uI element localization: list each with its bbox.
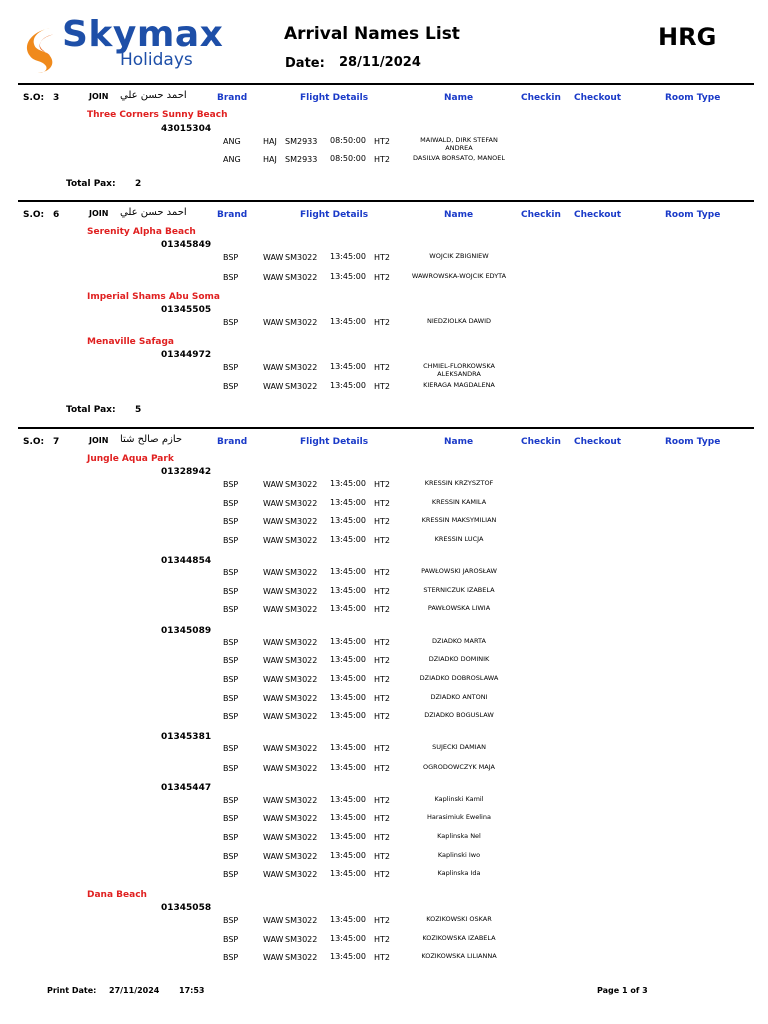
total-pax-value: 2 xyxy=(135,179,142,189)
from-airport-cell: WAW xyxy=(263,935,284,944)
guest-name-cell: WAWROWSKA-WOJCIK EDYTA xyxy=(411,272,507,280)
brand-cell: BSP xyxy=(223,694,239,703)
guest-name-cell: DZIADKO DOBROSLAWA xyxy=(419,674,499,682)
date-label: Date: xyxy=(285,56,325,71)
guest-name-cell: KRESSIN MAKSYMILIAN xyxy=(421,516,497,524)
brand-cell: BSP xyxy=(223,870,239,879)
flight-number-cell: SM3022 xyxy=(285,656,318,665)
so-label: S.O: xyxy=(23,437,45,447)
from-airport-cell: WAW xyxy=(263,499,284,508)
flight-number-cell: SM3022 xyxy=(285,764,318,773)
from-airport-cell: WAW xyxy=(263,712,284,721)
total-pax-label: Total Pax: xyxy=(66,405,116,415)
flight-number-cell: SM3022 xyxy=(285,568,318,577)
flight-time-cell: 13:45:00 xyxy=(330,252,366,261)
flight-time-cell: 13:45:00 xyxy=(330,952,366,961)
print-date-label: Print Date: xyxy=(47,986,97,995)
from-airport-cell: WAW xyxy=(263,273,284,282)
so-number: 6 xyxy=(53,210,60,220)
from-airport-cell: WAW xyxy=(263,744,284,753)
flight-time-cell: 13:45:00 xyxy=(330,813,366,822)
from-airport-cell: WAW xyxy=(263,253,284,262)
guest-name-cell: DZIADKO ANTONI xyxy=(430,693,488,701)
guest-name-cell: Kaplinski Iwo xyxy=(437,851,481,859)
so-number: 3 xyxy=(53,93,60,103)
arrival-code-cell: HT2 xyxy=(374,318,390,327)
print-time-value: 17:53 xyxy=(179,986,205,995)
page-indicator: Page 1 of 3 xyxy=(597,986,648,995)
brand-cell: BSP xyxy=(223,675,239,684)
arrival-code-cell: HT2 xyxy=(374,814,390,823)
hotel-name: Three Corners Sunny Beach xyxy=(87,110,228,120)
flight-number-cell: SM3022 xyxy=(285,273,318,282)
arrival-code-cell: HT2 xyxy=(374,712,390,721)
flight-number-cell: SM3022 xyxy=(285,814,318,823)
hotel-name: Menaville Safaga xyxy=(87,337,174,347)
brand-cell: BSP xyxy=(223,833,239,842)
brand-cell: BSP xyxy=(223,656,239,665)
brand-cell: BSP xyxy=(223,273,239,282)
join-label: JOIN xyxy=(89,436,109,445)
brand-cell: BSP xyxy=(223,382,239,391)
flight-time-cell: 13:45:00 xyxy=(330,915,366,924)
guest-name-cell: KRESSIN KRZYSZTOF xyxy=(424,479,494,487)
column-header-checkin: Checkin xyxy=(521,437,561,447)
flight-time-cell: 13:45:00 xyxy=(330,743,366,752)
flight-number-cell: SM3022 xyxy=(285,605,318,614)
flight-number-cell: SM3022 xyxy=(285,744,318,753)
flight-time-cell: 13:45:00 xyxy=(330,381,366,390)
arrival-code-cell: HT2 xyxy=(374,605,390,614)
flight-time-cell: 13:45:00 xyxy=(330,516,366,525)
column-header-checkout: Checkout xyxy=(574,437,622,447)
from-airport-cell: HAJ xyxy=(263,155,277,164)
guest-name-cell: KOZIKOWSKA LILIANNA xyxy=(421,952,497,960)
arrival-code-cell: HT2 xyxy=(374,155,390,164)
guest-name-cell: DASILVA BORSATO, MANOEL xyxy=(413,154,505,162)
column-header-brand: Brand xyxy=(217,437,248,447)
flight-time-cell: 13:45:00 xyxy=(330,535,366,544)
booking-reference: 01345849 xyxy=(161,240,212,250)
flight-time-cell: 13:45:00 xyxy=(330,498,366,507)
arrival-code-cell: HT2 xyxy=(374,694,390,703)
column-header-checkin: Checkin xyxy=(521,93,561,103)
guest-name-cell: CHMIEL-FLORKOWSKA ALEKSANDRA xyxy=(423,362,495,378)
arrival-code-cell: HT2 xyxy=(374,363,390,372)
arrival-code-cell: HT2 xyxy=(374,953,390,962)
from-airport-cell: WAW xyxy=(263,536,284,545)
from-airport-cell: WAW xyxy=(263,870,284,879)
section-divider xyxy=(18,427,754,429)
brand-cell: ANG xyxy=(223,155,241,164)
from-airport-cell: WAW xyxy=(263,517,284,526)
flight-time-cell: 13:45:00 xyxy=(330,604,366,613)
brand-cell: BSP xyxy=(223,517,239,526)
from-airport-cell: WAW xyxy=(263,568,284,577)
flight-number-cell: SM3022 xyxy=(285,499,318,508)
arrival-code-cell: HT2 xyxy=(374,253,390,262)
flight-time-cell: 13:45:00 xyxy=(330,693,366,702)
from-airport-cell: WAW xyxy=(263,694,284,703)
guest-name-cell: PAWŁOWSKA LIWIA xyxy=(427,604,491,612)
brand-cell: BSP xyxy=(223,568,239,577)
guest-name-cell: NIEDZIOLKA DAWID xyxy=(427,317,491,325)
brand-cell: BSP xyxy=(223,953,239,962)
arrival-code-cell: HT2 xyxy=(374,796,390,805)
guest-name-cell: KIERAGA MAGDALENA xyxy=(423,381,495,389)
section-divider xyxy=(18,200,754,202)
arrival-code-cell: HT2 xyxy=(374,137,390,146)
brand-cell: BSP xyxy=(223,852,239,861)
column-header-room-type: Room Type xyxy=(665,437,721,447)
brand-cell: BSP xyxy=(223,253,239,262)
section-divider xyxy=(18,83,754,85)
arrival-code-cell: HT2 xyxy=(374,852,390,861)
representative-name: احمد حسن علي xyxy=(120,90,187,101)
booking-reference: 01345505 xyxy=(161,305,212,315)
flight-number-cell: SM3022 xyxy=(285,712,318,721)
arrival-code-cell: HT2 xyxy=(374,870,390,879)
arrival-code-cell: HT2 xyxy=(374,568,390,577)
column-header-name: Name xyxy=(444,210,474,220)
flight-time-cell: 13:45:00 xyxy=(330,655,366,664)
flight-number-cell: SM2933 xyxy=(285,155,318,164)
from-airport-cell: WAW xyxy=(263,852,284,861)
flight-number-cell: SM2933 xyxy=(285,137,318,146)
flight-time-cell: 13:45:00 xyxy=(330,869,366,878)
flight-number-cell: SM3022 xyxy=(285,480,318,489)
flight-time-cell: 13:45:00 xyxy=(330,934,366,943)
arrival-code-cell: HT2 xyxy=(374,517,390,526)
guest-name-cell: PAWŁOWSKI JAROSŁAW xyxy=(421,567,497,575)
column-header-brand: Brand xyxy=(217,93,248,103)
flight-number-cell: SM3022 xyxy=(285,536,318,545)
arrival-code-cell: HT2 xyxy=(374,833,390,842)
flight-number-cell: SM3022 xyxy=(285,382,318,391)
brand-cell: BSP xyxy=(223,480,239,489)
guest-name-cell: Kaplinska Ida xyxy=(437,869,481,877)
arrival-code-cell: HT2 xyxy=(374,638,390,647)
airport-code: HRG xyxy=(658,23,717,51)
from-airport-cell: WAW xyxy=(263,605,284,614)
flight-number-cell: SM3022 xyxy=(285,363,318,372)
guest-name-cell: Kaplinski Kamil xyxy=(434,795,484,803)
from-airport-cell: WAW xyxy=(263,656,284,665)
guest-name-cell: OGRODOWCZYK MAJA xyxy=(423,763,495,771)
column-header-flight-details: Flight Details xyxy=(300,210,369,220)
flight-number-cell: SM3022 xyxy=(285,318,318,327)
booking-reference: 01345381 xyxy=(161,732,212,742)
flight-time-cell: 13:45:00 xyxy=(330,711,366,720)
from-airport-cell: WAW xyxy=(263,675,284,684)
brand-cell: BSP xyxy=(223,744,239,753)
flight-number-cell: SM3022 xyxy=(285,675,318,684)
brand-cell: ANG xyxy=(223,137,241,146)
brand-cell: BSP xyxy=(223,764,239,773)
flight-number-cell: SM3022 xyxy=(285,852,318,861)
from-airport-cell: WAW xyxy=(263,916,284,925)
logo-swirl-icon xyxy=(20,26,60,74)
guest-name-cell: Harasimiuk Ewelina xyxy=(427,813,491,821)
flight-number-cell: SM3022 xyxy=(285,253,318,262)
flight-time-cell: 13:45:00 xyxy=(330,479,366,488)
brand-cell: BSP xyxy=(223,536,239,545)
flight-time-cell: 13:45:00 xyxy=(330,567,366,576)
page-title: Arrival Names List xyxy=(284,24,460,44)
flight-number-cell: SM3022 xyxy=(285,870,318,879)
brand-cell: BSP xyxy=(223,796,239,805)
hotel-name: Jungle Aqua Park xyxy=(87,454,174,464)
from-airport-cell: WAW xyxy=(263,833,284,842)
brand-cell: BSP xyxy=(223,363,239,372)
flight-time-cell: 13:45:00 xyxy=(330,795,366,804)
representative-name: حازم صالح شتا xyxy=(120,434,183,445)
join-label: JOIN xyxy=(89,209,109,218)
guest-name-cell: KOZIKOWSKA IZABELA xyxy=(422,934,496,942)
column-header-brand: Brand xyxy=(217,210,248,220)
guest-name-cell: KRESSIN LUCJA xyxy=(434,535,484,543)
representative-name: احمد حسن علي xyxy=(120,207,187,218)
brand-cell: BSP xyxy=(223,935,239,944)
arrival-code-cell: HT2 xyxy=(374,935,390,944)
print-date-value: 27/11/2024 xyxy=(109,986,160,995)
brand-cell: BSP xyxy=(223,499,239,508)
guest-name-cell: DZIADKO MARTA xyxy=(432,637,486,645)
brand-cell: BSP xyxy=(223,605,239,614)
flight-time-cell: 08:50:00 xyxy=(330,154,366,163)
arrival-code-cell: HT2 xyxy=(374,764,390,773)
hotel-name: Serenity Alpha Beach xyxy=(87,227,196,237)
booking-reference: 01344854 xyxy=(161,556,212,566)
brand-cell: BSP xyxy=(223,318,239,327)
brand-cell: BSP xyxy=(223,587,239,596)
booking-reference: 01345447 xyxy=(161,783,212,793)
flight-time-cell: 13:45:00 xyxy=(330,272,366,281)
logo-subtitle: Holidays xyxy=(120,50,193,70)
column-header-name: Name xyxy=(444,437,474,447)
flight-time-cell: 08:50:00 xyxy=(330,136,366,145)
arrival-code-cell: HT2 xyxy=(374,273,390,282)
guest-name-cell: KOZIKOWSKI OSKAR xyxy=(426,915,492,923)
date-value: 28/11/2024 xyxy=(339,55,421,70)
from-airport-cell: WAW xyxy=(263,382,284,391)
column-header-checkout: Checkout xyxy=(574,210,622,220)
brand-cell: BSP xyxy=(223,712,239,721)
column-header-checkin: Checkin xyxy=(521,210,561,220)
brand-cell: BSP xyxy=(223,638,239,647)
so-label: S.O: xyxy=(23,210,45,220)
flight-time-cell: 13:45:00 xyxy=(330,637,366,646)
guest-name-cell: Kaplinska Nel xyxy=(437,832,481,840)
guest-name-cell: STERNICZUK IZABELA xyxy=(423,586,495,594)
from-airport-cell: WAW xyxy=(263,764,284,773)
arrival-code-cell: HT2 xyxy=(374,587,390,596)
flight-number-cell: SM3022 xyxy=(285,916,318,925)
flight-time-cell: 13:45:00 xyxy=(330,832,366,841)
from-airport-cell: WAW xyxy=(263,318,284,327)
booking-reference: 43015304 xyxy=(161,124,212,134)
from-airport-cell: WAW xyxy=(263,953,284,962)
arrival-code-cell: HT2 xyxy=(374,916,390,925)
arrival-code-cell: HT2 xyxy=(374,382,390,391)
flight-number-cell: SM3022 xyxy=(285,517,318,526)
flight-number-cell: SM3022 xyxy=(285,638,318,647)
guest-name-cell: DZIADKO DOMINIK xyxy=(428,655,490,663)
flight-number-cell: SM3022 xyxy=(285,587,318,596)
from-airport-cell: WAW xyxy=(263,480,284,489)
flight-time-cell: 13:45:00 xyxy=(330,851,366,860)
from-airport-cell: WAW xyxy=(263,638,284,647)
flight-number-cell: SM3022 xyxy=(285,833,318,842)
brand-cell: BSP xyxy=(223,916,239,925)
from-airport-cell: WAW xyxy=(263,363,284,372)
booking-reference: 01344972 xyxy=(161,350,212,360)
total-pax-value: 5 xyxy=(135,405,142,415)
booking-reference: 01345058 xyxy=(161,903,212,913)
flight-number-cell: SM3022 xyxy=(285,953,318,962)
so-number: 7 xyxy=(53,437,60,447)
from-airport-cell: WAW xyxy=(263,796,284,805)
arrival-code-cell: HT2 xyxy=(374,656,390,665)
column-header-flight-details: Flight Details xyxy=(300,93,369,103)
booking-reference: 01345089 xyxy=(161,626,212,636)
column-header-room-type: Room Type xyxy=(665,210,721,220)
arrival-code-cell: HT2 xyxy=(374,480,390,489)
flight-number-cell: SM3022 xyxy=(285,796,318,805)
so-label: S.O: xyxy=(23,93,45,103)
hotel-name: Imperial Shams Abu Soma xyxy=(87,292,220,302)
hotel-name: Dana Beach xyxy=(87,890,147,900)
guest-name-cell: WOJCIK ZBIGNIEW xyxy=(429,252,489,260)
flight-time-cell: 13:45:00 xyxy=(330,317,366,326)
flight-time-cell: 13:45:00 xyxy=(330,763,366,772)
flight-number-cell: SM3022 xyxy=(285,694,318,703)
from-airport-cell: WAW xyxy=(263,814,284,823)
total-pax-label: Total Pax: xyxy=(66,179,116,189)
flight-time-cell: 13:45:00 xyxy=(330,674,366,683)
guest-name-cell: DZIADKO BOGUSLAW xyxy=(424,711,494,719)
arrival-code-cell: HT2 xyxy=(374,536,390,545)
flight-number-cell: SM3022 xyxy=(285,935,318,944)
brand-cell: BSP xyxy=(223,814,239,823)
arrival-code-cell: HT2 xyxy=(374,675,390,684)
booking-reference: 01328942 xyxy=(161,467,212,477)
arrival-code-cell: HT2 xyxy=(374,499,390,508)
company-logo xyxy=(20,14,224,78)
flight-time-cell: 13:45:00 xyxy=(330,586,366,595)
from-airport-cell: WAW xyxy=(263,587,284,596)
join-label: JOIN xyxy=(89,92,109,101)
column-header-flight-details: Flight Details xyxy=(300,437,369,447)
flight-time-cell: 13:45:00 xyxy=(330,362,366,371)
guest-name-cell: SUJECKI DAMIAN xyxy=(432,743,486,751)
column-header-name: Name xyxy=(444,93,474,103)
arrival-code-cell: HT2 xyxy=(374,744,390,753)
from-airport-cell: HAJ xyxy=(263,137,277,146)
guest-name-cell: KRESSIN KAMILA xyxy=(431,498,487,506)
column-header-room-type: Room Type xyxy=(665,93,721,103)
logo-wordmark: Skymax xyxy=(62,14,224,55)
column-header-checkout: Checkout xyxy=(574,93,622,103)
guest-name-cell: MAIWALD, DIRK STEFAN ANDREA xyxy=(420,136,498,152)
